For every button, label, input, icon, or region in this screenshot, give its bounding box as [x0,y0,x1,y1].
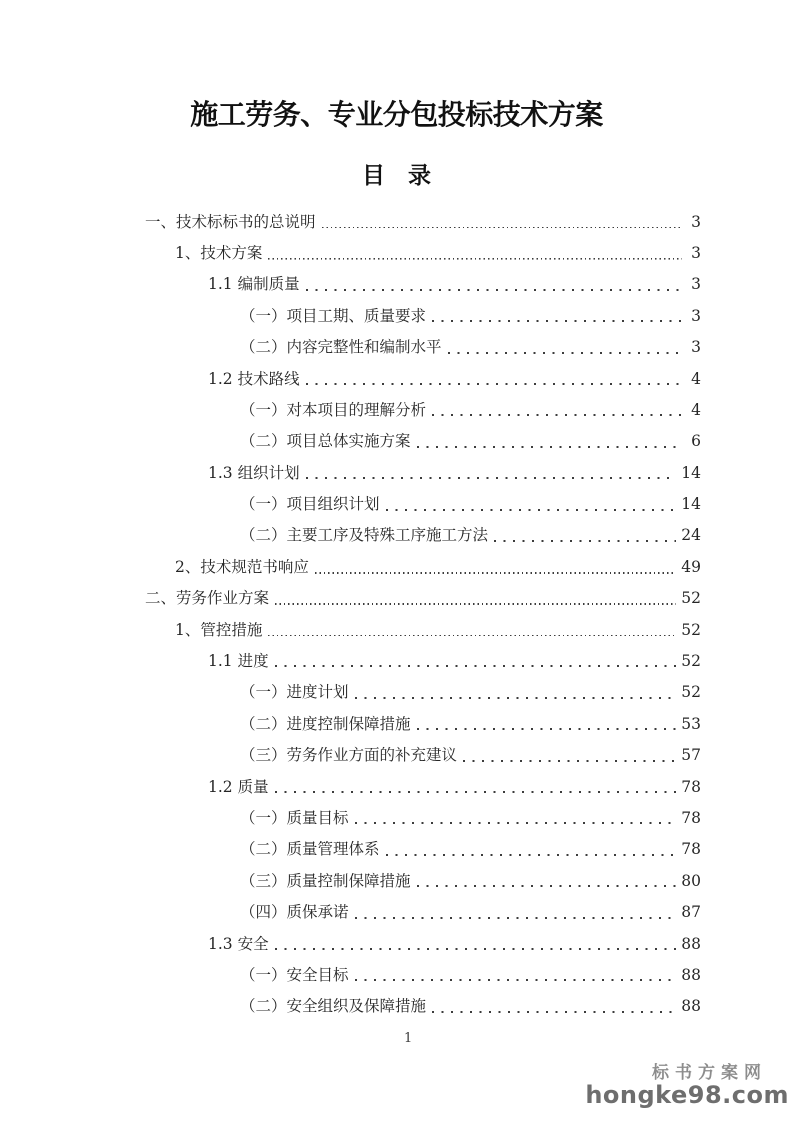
toc-entry-page: 88 [681,965,701,984]
toc-entry [145,393,701,424]
toc-entry-page: 88 [681,934,701,953]
toc-entry-label: （一）质量目标 [240,809,349,827]
toc-entry-page: 4 [691,369,701,388]
toc-entry-page: 3 [691,338,701,357]
toc-entry-page: 52 [681,683,701,702]
watermark [585,1062,789,1109]
watermark-site-url: hongke98.com [585,1080,789,1109]
toc-entry-page: 49 [681,557,701,576]
toc-leader-dots [268,633,676,636]
toc-entry-label: （四）质保承诺 [240,903,349,922]
toc-entry-label: （三）质量控制保障措施 [240,871,411,890]
toc-entry [145,550,701,581]
toc-entry-label: 1.3 组织计划 [208,463,300,482]
toc-entry [145,362,701,393]
toc-entry [145,958,701,989]
toc-leader-dots [355,916,677,919]
toc-entry-page: 6 [691,432,701,451]
toc-entry [145,927,701,958]
toc-entry [145,644,701,675]
toc-entry [145,488,701,519]
toc-leader-dots [275,790,677,793]
toc-entry-label: （一）项目组织计划 [240,495,380,514]
toc-entry [145,236,701,267]
toc-entry-page: 52 [681,620,701,639]
toc-entry [145,833,701,864]
toc-entry-page: 80 [681,871,701,890]
toc-entry-page: 3 [691,306,701,325]
toc-entry-page: 57 [681,746,701,765]
toc-entry [145,425,701,456]
toc-leader-dots [355,979,677,982]
toc-leader-dots [306,477,677,480]
toc-entry-label: （一）进度计划 [240,683,349,702]
toc-entry-page: 3 [691,243,701,262]
toc-entry-label: 1.3 安全 [208,934,269,953]
toc-entry-label: 1.2 技术路线 [208,369,300,388]
toc-entry [145,676,701,707]
toc-leader-dots [417,445,682,448]
toc-entry-page: 24 [681,526,701,545]
toc-entry-page: 78 [681,840,701,859]
toc-entry-page: 4 [691,400,701,419]
toc-heading: 目 录 [362,163,431,189]
toc-leader-dots [448,351,682,354]
toc-entry-label: （二）项目总体实施方案 [240,432,411,451]
toc-leader-dots [275,602,676,605]
toc-leader-dots [417,728,677,731]
toc-leader-dots [275,665,677,668]
toc-entry-page: 3 [691,275,701,294]
toc-leader-dots [306,382,682,385]
toc-entry-label: 1.2 质量 [208,777,269,796]
toc-entry [145,331,701,362]
toc-leader-dots [355,696,677,699]
toc-entry-label: 二、劳务作业方案 [145,589,270,608]
footer-page-number: 1 [404,1031,413,1046]
toc-entry [145,990,701,1021]
toc-entry-label: 一、技术标标书的总说明 [145,212,316,231]
toc-entry [145,205,701,236]
toc-entry [145,613,701,644]
toc-entry-page: 14 [681,495,701,514]
toc-entry [145,582,701,613]
toc-entry-label: 1、技术方案 [175,243,263,262]
toc-entry-page: 88 [681,997,701,1016]
toc-leader-dots [432,414,682,417]
toc-entry-label: （二）进度控制保障措施 [240,714,411,733]
toc-entry-label: （一）项目工期、质量要求 [240,306,427,325]
toc-leader-dots [386,853,677,856]
toc-leader-dots [386,508,677,511]
toc-entry-label: （一）对本项目的理解分析 [240,400,427,419]
toc-entry [145,770,701,801]
toc-entry-label: 2、技术规范书响应 [175,557,309,576]
toc-entry [145,268,701,299]
toc-leader-dots [322,225,682,228]
toc-entry-label: 1.1 编制质量 [208,275,300,294]
toc-entry [145,299,701,330]
toc-leader-dots [417,885,677,888]
toc-entry-label: 1.1 进度 [208,652,269,671]
toc-entry-page: 53 [681,714,701,733]
toc-leader-dots [463,759,676,762]
toc-leader-dots [494,539,676,542]
toc-entry-page: 14 [681,463,701,482]
toc-entry [145,739,701,770]
toc-leader-dots [355,822,677,825]
toc-leader-dots [432,1010,676,1013]
toc-leader-dots [315,571,676,574]
toc-entry-page: 87 [681,903,701,922]
document-title: 施工劳务、专业分包投标技术方案 [190,98,603,131]
toc-entry-label: （二）主要工序及特殊工序施工方法 [240,526,489,545]
toc-entry [145,707,701,738]
toc-entry [145,896,701,927]
toc-leader-dots [275,947,677,950]
toc-list [145,205,701,1021]
toc-entry [145,801,701,832]
toc-leader-dots [268,257,682,260]
toc-entry-label: （一）安全目标 [240,965,349,984]
toc-entry-page: 52 [681,652,701,671]
toc-leader-dots [306,288,682,291]
toc-entry-page: 78 [681,809,701,827]
toc-entry [145,519,701,550]
toc-entry-label: （二）质量管理体系 [240,840,380,859]
toc-entry-label: （二）安全组织及保障措施 [240,997,427,1016]
toc-entry-page: 3 [691,212,701,231]
watermark-site-name: 标书方案网 [652,1062,767,1083]
toc-entry [145,864,701,895]
toc-entry-page: 52 [681,589,701,608]
toc-leader-dots [432,320,682,323]
toc-entry-label: 1、管控措施 [175,620,263,639]
toc-entry-label: （二）内容完整性和编制水平 [240,338,442,357]
toc-entry-page: 78 [681,777,701,796]
toc-entry [145,456,701,487]
toc-entry-label: （三）劳务作业方面的补充建议 [240,746,458,765]
